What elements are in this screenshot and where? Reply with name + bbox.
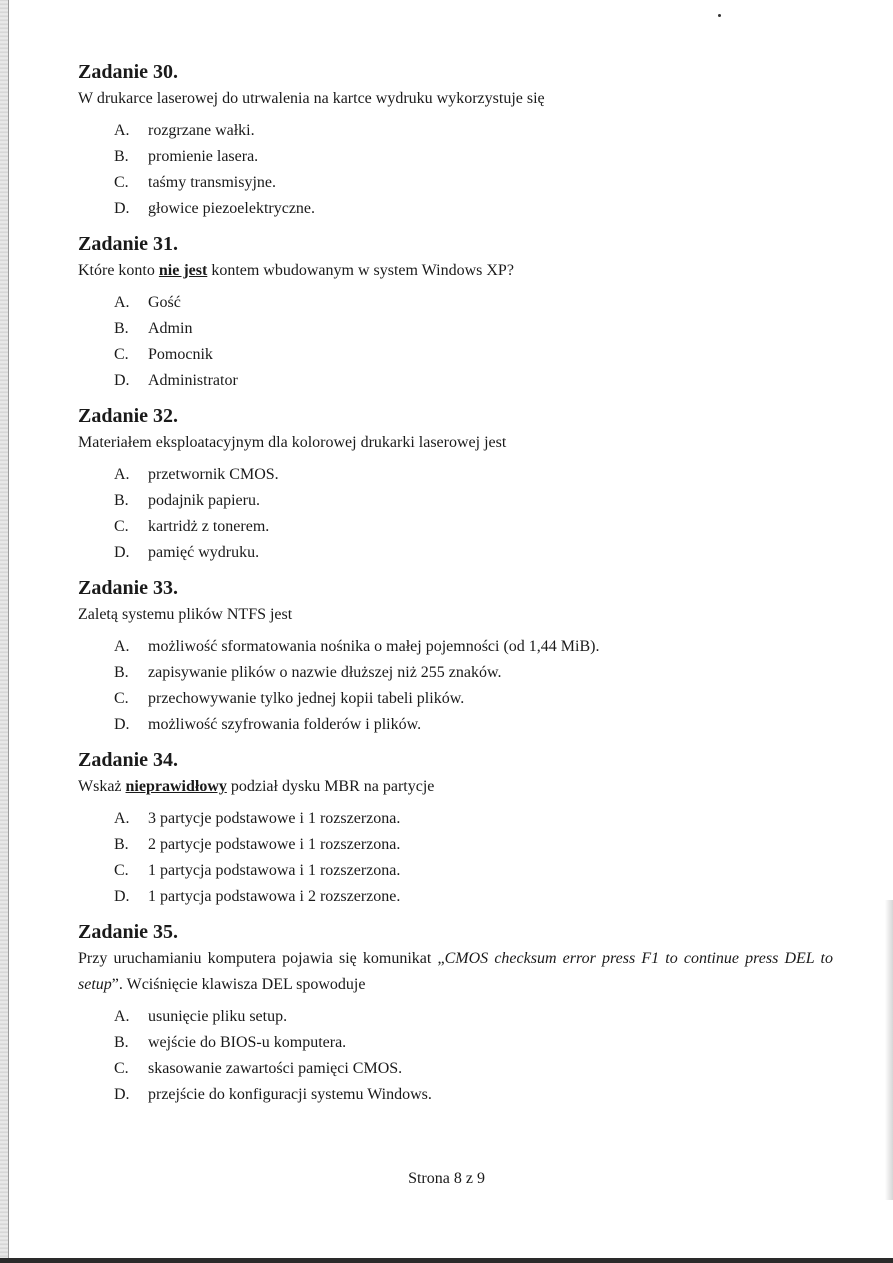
answer-text: Pomocnik [148, 346, 213, 363]
question-text-after: ”. Wciśnięcie klawisza DEL spowoduje [111, 976, 366, 993]
scan-right-shadow [885, 900, 893, 1200]
answer-letter: B. [114, 836, 129, 853]
answer-text: rozgrzane wałki. [148, 122, 255, 139]
answer-list [78, 1004, 833, 1108]
answer-letter: A. [114, 466, 130, 483]
answer-text: kartridż z tonerem. [148, 518, 270, 535]
task-question [78, 86, 833, 112]
answer-letter: A. [114, 810, 130, 827]
task-title: Zadanie 34. [78, 749, 179, 771]
answer-text: skasowanie zawartości pamięci CMOS. [148, 1060, 403, 1077]
answer-letter: C. [114, 1060, 129, 1077]
answer-option-a [78, 462, 833, 488]
answer-list [78, 118, 833, 222]
answer-text: Admin [148, 320, 193, 337]
answer-option-b [78, 1030, 833, 1056]
answer-letter: D. [114, 372, 130, 389]
answer-letter: A. [114, 294, 130, 311]
answer-list [78, 634, 833, 738]
answer-text: Gość [148, 294, 181, 311]
question-text: Zaletą systemu plików NTFS jest [78, 606, 293, 623]
answer-option-d [78, 196, 833, 222]
answer-option-c [78, 514, 833, 540]
answer-text: 1 partycja podstawowa i 2 rozszerzone. [148, 888, 401, 905]
answer-text: wejście do BIOS-u komputera. [148, 1034, 347, 1051]
answer-text: głowice piezoelektryczne. [148, 200, 316, 217]
answer-text: przetwornik CMOS. [148, 466, 279, 483]
task-question [78, 774, 833, 800]
answer-option-b [78, 144, 833, 170]
answer-option-b [78, 832, 833, 858]
answer-option-a [78, 290, 833, 316]
task-question [78, 602, 833, 628]
exam-page-content [78, 58, 833, 1116]
answer-text: możliwość szyfrowania folderów i plików. [148, 716, 422, 733]
task-question [78, 258, 833, 284]
page-number: Strona 8 z 9 [408, 1170, 485, 1187]
answer-option-c [78, 858, 833, 884]
question-text-before: Wskaż [78, 778, 126, 795]
answer-text: przejście do konfiguracji systemu Windows. [148, 1086, 432, 1103]
answer-text: 2 partycje podstawowe i 1 rozszerzona. [148, 836, 401, 853]
scan-speck [718, 14, 721, 17]
answer-option-b [78, 316, 833, 342]
answer-text: promienie lasera. [148, 148, 259, 165]
answer-text: usunięcie pliku setup. [148, 1008, 288, 1025]
answer-list [78, 462, 833, 566]
question-text: W drukarce laserowej do utrwalenia na kartce wydruku wykorzystuje się [78, 90, 545, 107]
answer-letter: C. [114, 518, 129, 535]
answer-text: 1 partycja podstawowa i 1 rozszerzona. [148, 862, 401, 879]
question-text-before: Przy uruchamianiu komputera pojawia się komunikat „ [78, 950, 445, 967]
answer-text: możliwość sformatowania nośnika o małej pojemności (od 1,44 MiB). [148, 638, 600, 655]
question-text-before: Które konto [78, 262, 159, 279]
answer-option-d [78, 884, 833, 910]
answer-option-d [78, 712, 833, 738]
answer-text: przechowywanie tylko jednej kopii tabeli plików. [148, 690, 465, 707]
answer-option-a [78, 118, 833, 144]
task-33 [78, 574, 833, 738]
answer-option-c [78, 170, 833, 196]
answer-text: taśmy transmisyjne. [148, 174, 276, 191]
scan-bottom-edge [0, 1258, 893, 1263]
answer-letter: A. [114, 1008, 130, 1025]
answer-text: zapisywanie plików o nazwie dłuższej niż 255 znaków. [148, 664, 502, 681]
answer-option-c [78, 1056, 833, 1082]
question-text-after: kontem wbudowanym w system Windows XP? [207, 262, 514, 279]
task-34 [78, 746, 833, 910]
answer-option-d [78, 1082, 833, 1108]
answer-letter: D. [114, 888, 130, 905]
question-emphasis: nieprawidłowy [125, 778, 227, 795]
task-31 [78, 230, 833, 394]
answer-text: 3 partycje podstawowe i 1 rozszerzona. [148, 810, 401, 827]
answer-option-a [78, 634, 833, 660]
answer-option-b [78, 488, 833, 514]
answer-letter: B. [114, 1034, 129, 1051]
answer-option-d [78, 540, 833, 566]
answer-text: pamięć wydruku. [148, 544, 260, 561]
answer-letter: A. [114, 122, 130, 139]
answer-letter: C. [114, 862, 129, 879]
answer-option-a [78, 1004, 833, 1030]
task-30 [78, 58, 833, 222]
task-title: Zadanie 30. [78, 61, 179, 83]
answer-letter: D. [114, 200, 130, 217]
answer-option-c [78, 342, 833, 368]
task-title: Zadanie 32. [78, 405, 179, 427]
answer-letter: D. [114, 1086, 130, 1103]
answer-text: Administrator [148, 372, 238, 389]
answer-option-c [78, 686, 833, 712]
answer-letter: C. [114, 690, 129, 707]
task-32 [78, 402, 833, 566]
answer-list [78, 806, 833, 910]
task-title: Zadanie 33. [78, 577, 179, 599]
task-question [78, 430, 833, 456]
answer-letter: D. [114, 716, 130, 733]
answer-option-a [78, 806, 833, 832]
question-text: Materiałem eksploatacyjnym dla kolorowej drukarki laserowej jest [78, 434, 507, 451]
task-question [78, 946, 833, 998]
answer-letter: B. [114, 148, 129, 165]
question-message-italic: CMOS checksum error press F1 to continue press DEL to setup [78, 950, 833, 993]
question-text-after: podział dysku MBR na partycje [226, 778, 435, 795]
scan-left-edge [0, 0, 9, 1263]
answer-text: podajnik papieru. [148, 492, 260, 509]
question-emphasis: nie jest [158, 262, 208, 279]
answer-option-b [78, 660, 833, 686]
answer-option-d [78, 368, 833, 394]
answer-list [78, 290, 833, 394]
answer-letter: C. [114, 346, 129, 363]
answer-letter: B. [114, 492, 129, 509]
answer-letter: B. [114, 320, 129, 337]
answer-letter: A. [114, 638, 130, 655]
task-35 [78, 918, 833, 1108]
answer-letter: D. [114, 544, 130, 561]
task-title: Zadanie 31. [78, 233, 179, 255]
task-title: Zadanie 35. [78, 921, 179, 943]
answer-letter: C. [114, 174, 129, 191]
answer-letter: B. [114, 664, 129, 681]
